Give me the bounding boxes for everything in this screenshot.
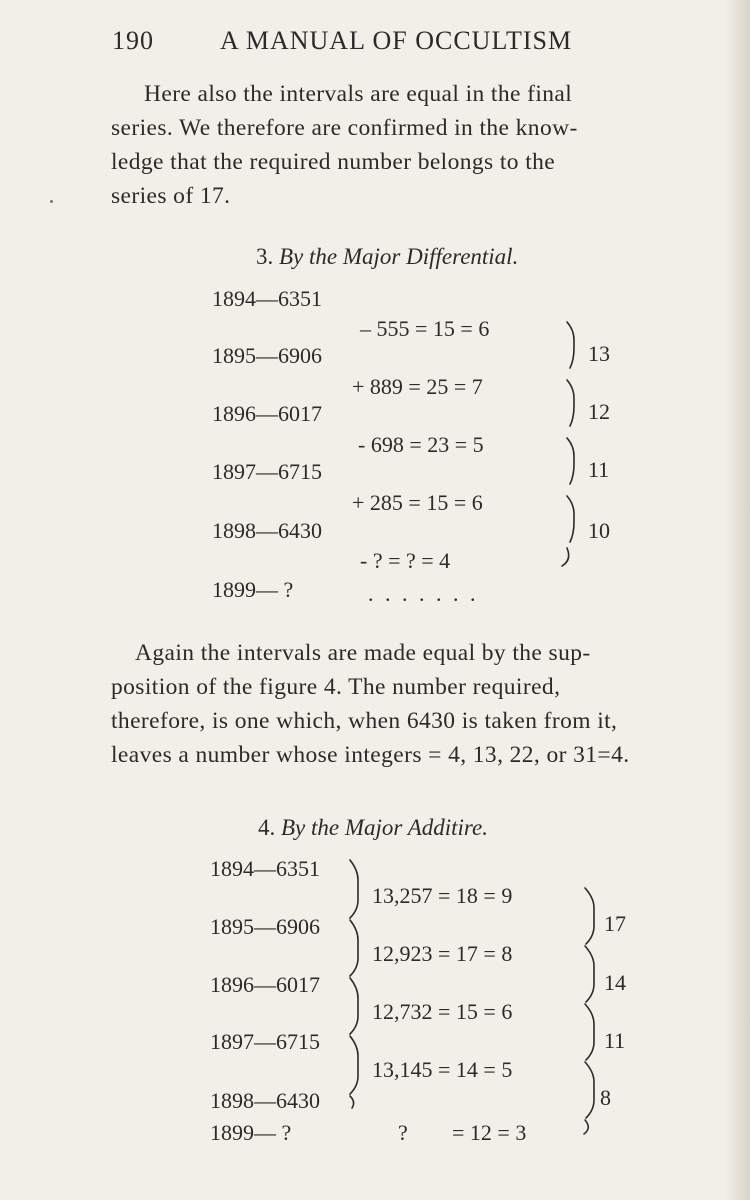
s3-interval: 11 [588, 457, 610, 482]
s3-year-row: 1895—6906 [212, 343, 322, 368]
s4-interval: 17 [604, 911, 626, 936]
s4-interval: 14 [604, 970, 626, 995]
section3-title: By the Major Differential. [279, 244, 519, 269]
s4-left-brace [350, 978, 358, 1034]
paragraph1-line1: Here also the intervals are equal in the final [144, 81, 573, 107]
paragraph2-line4: leaves a number whose integers = 4, 13, 22, or 31=4. [111, 742, 630, 768]
s3-year-row: 1899— ? [212, 577, 294, 602]
s4-final-sum-right: = 12 = 3 [452, 1120, 527, 1145]
s4-left-brace [350, 860, 358, 918]
section3-number: 3. [256, 244, 274, 269]
s3-difference: - 698 = 23 = 5 [358, 432, 484, 457]
s3-difference: + 889 = 25 = 7 [352, 374, 483, 399]
s4-right-brace [585, 946, 594, 1002]
s4-sum: 13,257 = 18 = 9 [372, 883, 513, 908]
s3-difference: - ? = ? = 4 [360, 548, 451, 573]
s3-difference: + 285 = 15 = 6 [352, 490, 483, 515]
s4-sum: 13,145 = 14 = 5 [372, 1057, 513, 1082]
s4-final-sum-left: ? [398, 1120, 408, 1145]
s4-year-row: 1898—6430 [210, 1088, 320, 1113]
s3-year-row: 1896—6017 [212, 401, 322, 426]
s4-left-brace [350, 1096, 354, 1108]
s3-year-row: 1894—6351 [212, 286, 322, 311]
s3-year-row: 1897—6715 [212, 459, 322, 484]
s4-sum: 12,732 = 15 = 6 [372, 999, 513, 1024]
s3-brace [562, 548, 569, 566]
s4-year-row: 1896—6017 [210, 972, 320, 997]
s4-interval: 11 [604, 1028, 626, 1053]
s4-interval: 8 [600, 1085, 611, 1110]
s3-difference: – 555 = 15 = 6 [360, 316, 490, 341]
paragraph2-line3: therefore, is one which, when 6430 is taken from it, [111, 708, 618, 734]
paragraph1-line3: ledge that the required number belongs to the [111, 149, 556, 175]
s4-right-brace [585, 1004, 594, 1060]
s3-brace [567, 496, 574, 542]
section4-title: By the Major Additire. [281, 815, 488, 840]
s4-left-brace [350, 1036, 358, 1094]
running-title: A MANUAL OF OCCULTISM [220, 26, 573, 55]
section4-number: 4. [258, 815, 276, 840]
s4-year-row: 1897—6715 [210, 1029, 320, 1054]
paragraph1-line2: series. We therefore are confirmed in the know- [111, 115, 578, 141]
paragraph2-line2: position of the figure 4. The number required, [111, 674, 561, 700]
s3-brace [567, 438, 574, 484]
s3-interval: 13 [588, 341, 610, 366]
paragraph1-line4: series of 17. [111, 183, 231, 209]
s4-left-brace [350, 920, 358, 976]
s4-right-brace [585, 888, 594, 944]
s3-year-row: 1898—6430 [212, 518, 322, 543]
s4-year-row: 1894—6351 [210, 856, 320, 881]
s4-right-brace [585, 1062, 594, 1118]
s4-year-row: 1899— ? [210, 1120, 292, 1145]
s3-brace [567, 380, 574, 426]
paragraph2-line1: Again the intervals are made equal by the sup- [135, 640, 591, 666]
s3-trailing-dots: . . . . . . . [368, 581, 479, 606]
page-number: 190 [112, 26, 154, 55]
s3-interval: 12 [588, 399, 610, 424]
s3-brace [567, 322, 574, 368]
s4-sum: 12,923 = 17 = 8 [372, 941, 513, 966]
s4-right-brace [584, 1120, 588, 1134]
s3-interval: 10 [588, 518, 610, 543]
s4-year-row: 1895—6906 [210, 914, 320, 939]
